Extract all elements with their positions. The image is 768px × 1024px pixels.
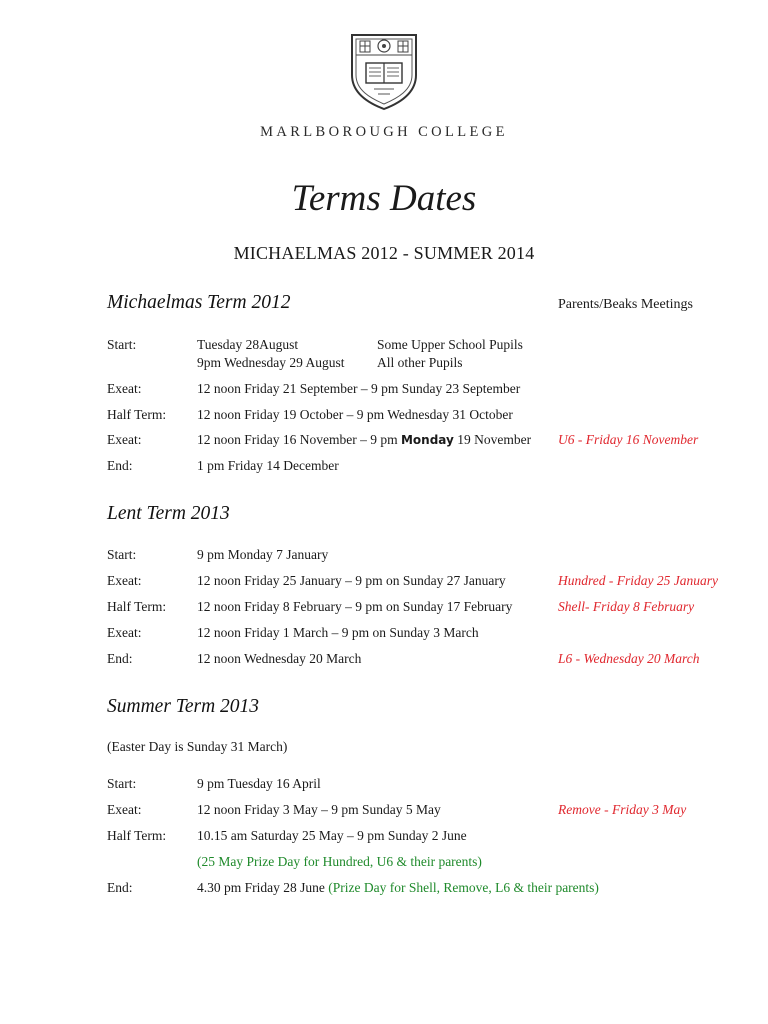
summer-start-row [0, 775, 768, 793]
easter-note-row [0, 738, 768, 756]
value-part: 4.30 pm Friday 28 June [197, 880, 329, 895]
row-label: Exeat: [107, 432, 142, 447]
row-value [197, 431, 531, 449]
row-label: Exeat: [107, 381, 142, 396]
row-value: 1 pm Friday 14 December [197, 458, 339, 473]
summer-heading: Summer Term 2013 [107, 696, 260, 717]
prize-day-note: (25 May Prize Day for Hundred, U6 & their parents) [197, 854, 482, 869]
row-value: 12 noon Friday 19 October – 9 pm Wednesday 31 October [197, 407, 513, 422]
lent-heading: Lent Term 2013 [107, 503, 230, 524]
meeting-note: Hundred - Friday 25 January [558, 573, 718, 588]
page-title: Terms Dates [291, 178, 477, 219]
meeting-note: L6 - Wednesday 20 March [558, 651, 700, 666]
summer-exeat-row [0, 801, 768, 819]
row-label: Start: [107, 337, 137, 352]
row-label: Exeat: [107, 802, 142, 817]
lent-end-row [0, 650, 768, 668]
row-value: 9 pm Monday 7 January [197, 547, 329, 562]
row-value: 12 noon Friday 3 May – 9 pm Sunday 5 May [197, 802, 441, 817]
row-label: End: [107, 458, 133, 473]
row-value: 12 noon Wednesday 20 March [197, 651, 362, 666]
row-label: Exeat: [107, 573, 142, 588]
row-label: Half Term: [107, 599, 167, 614]
row-value: 12 noon Friday 1 March – 9 pm on Sunday 3 March [197, 625, 479, 640]
college-crest-logo [348, 31, 420, 111]
row-value: 10.15 am Saturday 25 May – 9 pm Sunday 2 June [197, 828, 467, 843]
lent-start-row [0, 546, 768, 564]
value-part-bold: Monday [400, 433, 454, 447]
parents-meetings-heading: Parents/Beaks Meetings [558, 297, 693, 312]
michaelmas-start-row [0, 336, 768, 354]
row-value: 12 noon Friday 25 January – 9 pm on Sunday 27 January [197, 573, 506, 588]
michaelmas-end-row [0, 457, 768, 475]
row-label: Half Term: [107, 828, 167, 843]
row-value: 12 noon Friday 21 September – 9 pm Sunday 23 September [197, 381, 521, 396]
lent-exeat-row [0, 572, 768, 590]
row-value: 9pm Wednesday 29 August [197, 355, 345, 370]
row-value: 12 noon Friday 8 February – 9 pm on Sunday 17 February [197, 599, 513, 614]
michaelmas-exeat-row-2 [0, 431, 768, 449]
value-part: 19 November [453, 432, 532, 447]
row-extra: All other Pupils [377, 355, 463, 370]
lent-half-term-row [0, 598, 768, 616]
row-value [197, 879, 599, 897]
row-label: Half Term: [107, 407, 167, 422]
summer-prize-day-row [0, 853, 768, 871]
summer-half-term-row [0, 827, 768, 845]
row-label: Exeat: [107, 625, 142, 640]
value-part: 12 noon Friday 16 November – 9 pm [197, 432, 401, 447]
summer-end-row [0, 879, 768, 897]
prize-day-note: (Prize Day for Shell, Remove, L6 & their parents) [328, 880, 599, 895]
row-label: End: [107, 880, 133, 895]
meeting-note: U6 - Friday 16 November [558, 432, 699, 447]
college-name: MARLBOROUGH COLLEGE [260, 124, 508, 140]
meeting-note: Remove - Friday 3 May [558, 802, 687, 817]
page-subtitle: MICHAELMAS 2012 - SUMMER 2014 [233, 243, 535, 263]
lent-exeat-row-2 [0, 624, 768, 642]
row-value: Tuesday 28August [197, 337, 299, 352]
easter-note: (Easter Day is Sunday 31 March) [107, 739, 288, 754]
meeting-note: Shell- Friday 8 February [558, 599, 695, 614]
row-label: End: [107, 651, 133, 666]
michaelmas-half-term-row [0, 406, 768, 424]
row-label: Start: [107, 547, 137, 562]
row-label: Start: [107, 776, 137, 791]
michaelmas-exeat-row [0, 380, 768, 398]
michaelmas-start-row-2 [0, 354, 768, 372]
row-value: 9 pm Tuesday 16 April [197, 776, 321, 791]
row-extra: Some Upper School Pupils [377, 337, 523, 352]
michaelmas-heading: Michaelmas Term 2012 [107, 292, 291, 313]
